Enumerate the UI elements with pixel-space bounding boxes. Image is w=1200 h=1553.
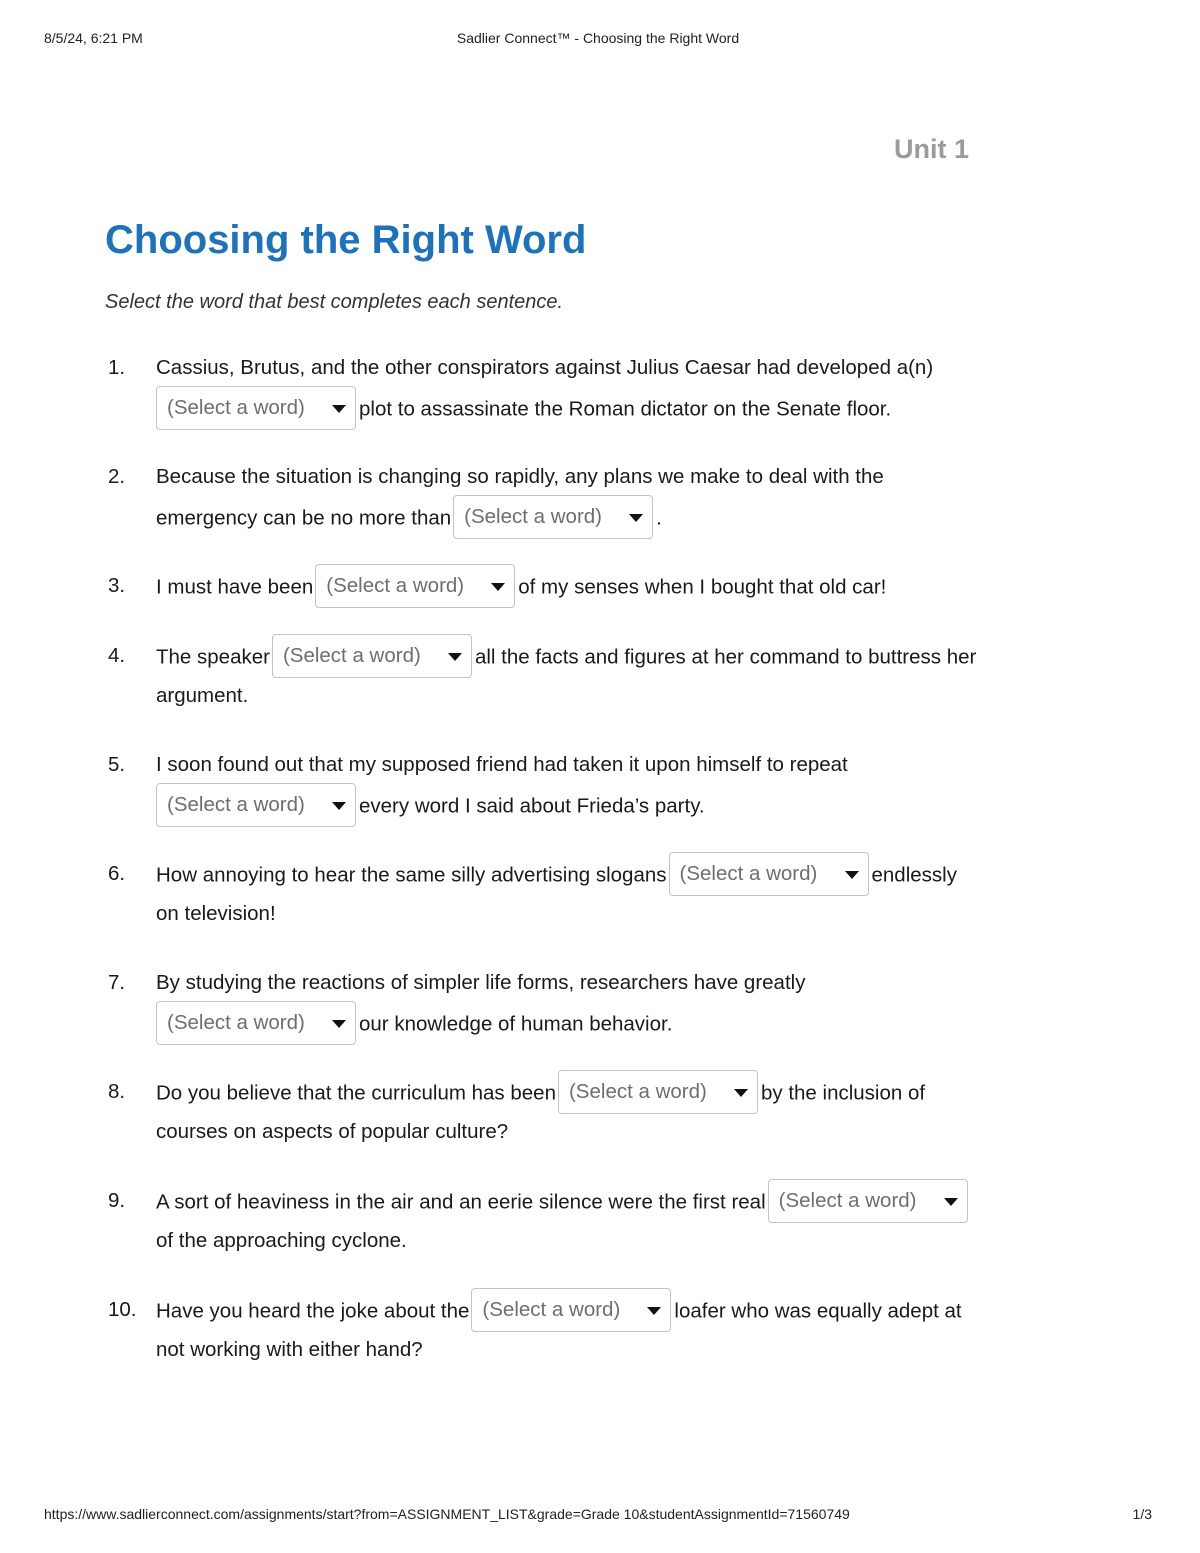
caret-down-icon xyxy=(845,871,859,879)
select-placeholder: (Select a word) xyxy=(568,1080,707,1103)
question-text: Cassius, Brutus, and the other conspirators against Julius Caesar had developed a(n) xyxy=(156,356,934,379)
question-number: 8. xyxy=(108,1080,126,1103)
question-text: How annoying to hear the same silly advertising slogans xyxy=(156,863,667,887)
question-text: I must have been xyxy=(156,575,314,599)
caret-down-icon xyxy=(332,1020,346,1028)
word-select-8[interactable] xyxy=(558,1070,758,1114)
question-number: 10. xyxy=(108,1298,137,1321)
select-placeholder: (Select a word) xyxy=(778,1189,917,1212)
question-text: of my senses when I bought that old car! xyxy=(518,575,887,599)
question-text: Do you believe that the curriculum has been xyxy=(156,1081,556,1105)
question-number: 4. xyxy=(108,644,126,667)
word-select-4[interactable] xyxy=(272,634,472,678)
select-placeholder: (Select a word) xyxy=(482,1298,621,1321)
select-placeholder: (Select a word) xyxy=(167,396,305,419)
print-page-number: 1/3 xyxy=(1132,1506,1152,1522)
word-select-5[interactable] xyxy=(156,783,356,827)
question-text: I soon found out that my supposed friend had taken it upon himself to repeat xyxy=(156,753,848,776)
question-number: 3. xyxy=(108,574,126,597)
caret-down-icon xyxy=(944,1198,958,1206)
caret-down-icon xyxy=(734,1089,748,1097)
caret-down-icon xyxy=(647,1307,661,1315)
word-select-7[interactable] xyxy=(156,1001,356,1045)
question-text: By studying the reactions of simpler life forms, researchers have greatly xyxy=(156,971,806,994)
instructions: Select the word that best completes each sentence. xyxy=(105,291,564,313)
question-text: A sort of heaviness in the air and an eerie silence were the first real xyxy=(156,1190,766,1214)
caret-down-icon xyxy=(332,405,346,413)
print-header xyxy=(44,30,1152,50)
select-placeholder: (Select a word) xyxy=(167,1011,305,1034)
select-placeholder: (Select a word) xyxy=(282,644,421,667)
print-datetime: 8/5/24, 6:21 PM xyxy=(44,30,143,46)
select-placeholder: (Select a word) xyxy=(167,793,305,816)
select-placeholder: (Select a word) xyxy=(679,862,818,885)
question-number: 5. xyxy=(108,753,126,776)
caret-down-icon xyxy=(629,514,643,522)
question-4 xyxy=(108,636,1046,716)
word-select-2[interactable] xyxy=(453,495,653,539)
question-5 xyxy=(108,745,1046,825)
question-text: not working with either hand? xyxy=(156,1338,423,1361)
question-number: 1. xyxy=(108,356,126,379)
print-url: https://www.sadlierconnect.com/assignments/start?from=ASSIGNMENT_LIST&grade=Grade 10&studentAssignmentId=71560749 xyxy=(44,1506,850,1522)
word-select-10[interactable] xyxy=(471,1288,671,1332)
question-text: Have you heard the joke about the xyxy=(156,1299,470,1323)
question-3 xyxy=(108,566,1046,606)
caret-down-icon xyxy=(332,802,346,810)
caret-down-icon xyxy=(448,653,462,661)
question-number: 7. xyxy=(108,971,126,994)
caret-down-icon xyxy=(491,583,505,591)
question-text: all the facts and figures at her command to buttress her xyxy=(474,645,977,669)
question-1 xyxy=(108,348,1046,428)
question-2 xyxy=(108,457,1046,537)
question-9 xyxy=(108,1181,1046,1261)
word-select-1[interactable] xyxy=(156,386,356,430)
question-number: 9. xyxy=(108,1189,126,1212)
question-7 xyxy=(108,963,1046,1043)
question-8 xyxy=(108,1072,1046,1152)
question-text: of the approaching cyclone. xyxy=(156,1229,407,1252)
question-text: The speaker xyxy=(156,645,270,669)
word-select-9[interactable] xyxy=(768,1179,968,1223)
question-text: our knowledge of human behavior. xyxy=(359,1012,673,1036)
question-text: by the inclusion of xyxy=(760,1081,926,1105)
question-text: plot to assassinate the Roman dictator on the Senate floor. xyxy=(359,397,892,421)
print-page-title: Sadlier Connect™ - Choosing the Right Word xyxy=(456,30,740,46)
question-text: . xyxy=(656,506,662,530)
page-title: Choosing the Right Word xyxy=(105,218,587,262)
question-number: 2. xyxy=(108,465,126,488)
question-number: 6. xyxy=(108,862,126,885)
print-footer xyxy=(44,1506,1152,1526)
question-text: argument. xyxy=(156,684,249,707)
word-select-6[interactable] xyxy=(669,852,869,896)
question-text: on television! xyxy=(156,902,276,925)
unit-label: Unit 1 xyxy=(894,134,970,164)
question-text: emergency can be no more than xyxy=(156,506,452,530)
question-text: loafer who was equally adept at xyxy=(674,1299,962,1323)
question-text: Because the situation is changing so rapidly, any plans we make to deal with the xyxy=(156,465,884,488)
word-select-3[interactable] xyxy=(315,564,515,608)
select-placeholder: (Select a word) xyxy=(326,574,465,597)
question-text: every word I said about Frieda’s party. xyxy=(359,794,705,818)
question-6 xyxy=(108,854,1046,934)
question-10 xyxy=(108,1290,1046,1370)
question-text: courses on aspects of popular culture? xyxy=(156,1120,509,1143)
select-placeholder: (Select a word) xyxy=(464,505,603,528)
question-text: endlessly xyxy=(871,863,957,887)
